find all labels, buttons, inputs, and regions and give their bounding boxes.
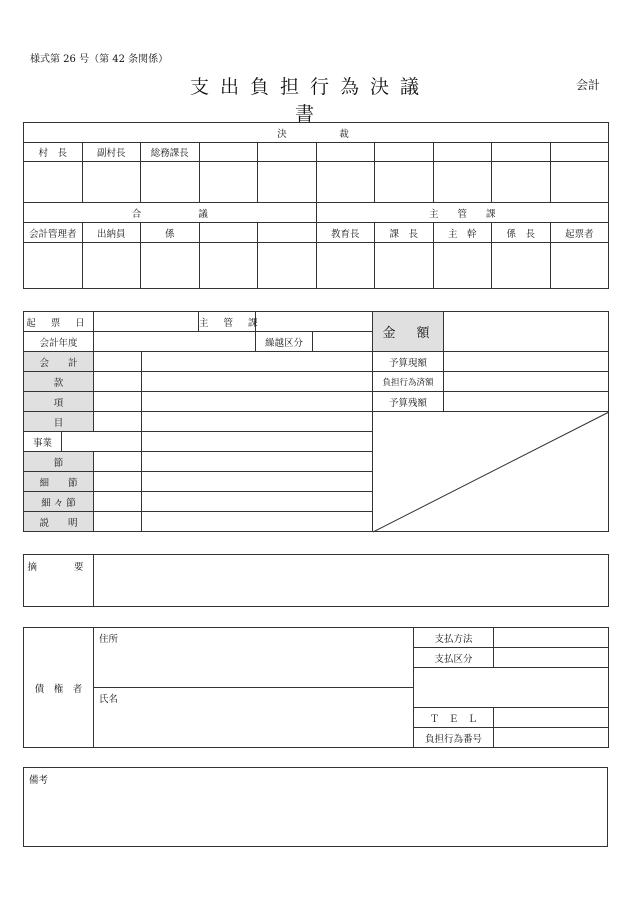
stamp-cell[interactable] [141,243,200,289]
role-blank [316,143,375,162]
stamp-cell[interactable] [550,162,609,203]
name-cell[interactable] [142,412,373,432]
stamp-cell[interactable] [24,243,83,289]
budget-current-value[interactable] [444,352,609,372]
carryover-value[interactable] [313,332,373,352]
summary-table [23,554,609,607]
role-drafter: 起票者 [550,223,609,243]
stamp-cell[interactable] [433,162,492,203]
summary-label: 摘 要 [24,555,94,607]
role-blank [492,143,551,162]
form-number: 様式第 26 号（第 42 条関係） [30,54,169,65]
budget-current-label: 予算現額 [373,352,444,372]
row-label-project: 事業 [24,432,62,452]
row-label-saisaisetsu: 細 々 節 [24,492,94,512]
stamp-cell[interactable] [375,162,434,203]
stamp-cell[interactable] [492,243,551,289]
role-blank [375,143,434,162]
role-village-head: 村 長 [24,143,83,162]
amount-label: 金 額 [373,312,444,352]
role-blank [258,143,317,162]
role-staff: 係 [141,223,200,243]
committed-amount-value[interactable] [444,372,609,392]
diagonal-void-line [373,412,609,532]
role-blank [199,143,258,162]
stamp-cell[interactable] [316,162,375,203]
name-cell[interactable] [142,512,373,532]
stamp-cell[interactable] [433,243,492,289]
approval-table [23,122,609,289]
managing-dept-label: 主 管 課 [199,312,256,332]
stamp-cell[interactable] [550,243,609,289]
name-cell[interactable] [142,452,373,472]
summary-field[interactable] [94,555,609,607]
code-cell[interactable] [94,412,142,432]
document-title: 支出負担行為決議書 [189,76,430,125]
role-general-affairs-chief: 総務課長 [141,143,200,162]
row-label-saisetsu: 細 節 [24,472,94,492]
role-blank [550,143,609,162]
row-label-setsu: 節 [24,452,94,472]
name-cell[interactable] [142,352,373,372]
stamp-cell[interactable] [82,162,141,203]
bank-info-field[interactable] [414,668,609,708]
role-blank [433,143,492,162]
void-cell [373,412,609,532]
role-blank [258,223,317,243]
draft-date-value[interactable] [94,312,199,332]
creditor-table [23,627,609,748]
creditor-address-label: 住所 [94,628,414,688]
form-type-label: 会計 [576,78,601,92]
role-accounting-manager: 会計管理者 [24,223,83,243]
committed-amount-label: 負担行為済額 [373,372,444,392]
carryover-label: 繰越区分 [256,332,313,352]
code-cell[interactable] [94,352,142,372]
name-cell[interactable] [142,392,373,412]
payment-method-value[interactable] [494,628,609,648]
stamp-cell[interactable] [24,162,83,203]
code-cell[interactable] [94,392,142,412]
remarks-table [23,767,608,847]
stamp-cell[interactable] [141,162,200,203]
payment-method-label: 支払方法 [414,628,494,648]
role-section-chief: 課 長 [375,223,434,243]
role-deputy-head: 副村長 [82,143,141,162]
role-blank [199,223,258,243]
payment-type-value[interactable] [494,648,609,668]
creditor-label: 債 権 者 [24,628,94,748]
stamp-cell[interactable] [258,162,317,203]
amount-table [372,311,609,532]
role-chief-officer: 主 幹 [433,223,492,243]
tel-label: Ｔ Ｅ Ｌ [414,708,494,728]
payment-type-label: 支払区分 [414,648,494,668]
amount-value[interactable] [444,312,609,352]
details-table [23,311,373,532]
creditor-name-label: 氏名 [94,688,414,748]
row-label-moku: 目 [24,412,94,432]
role-superintendent: 教育長 [316,223,375,243]
role-cashier: 出納員 [82,223,141,243]
budget-remaining-label: 予算残額 [373,392,444,412]
stamp-cell[interactable] [316,243,375,289]
stamp-cell[interactable] [258,243,317,289]
fiscal-year-value[interactable] [94,332,256,352]
role-subsection-chief: 係 長 [492,223,551,243]
name-cell[interactable] [142,372,373,392]
managing-dept-header: 主 管 課 [316,203,609,223]
stamp-cell[interactable] [375,243,434,289]
budget-remaining-value[interactable] [444,392,609,412]
consultation-header: 合 議 [24,203,317,223]
name-cell[interactable] [142,432,373,452]
code-cell[interactable] [62,432,142,452]
stamp-cell[interactable] [199,243,258,289]
row-label-kan: 款 [24,372,94,392]
remarks-label: 備考 [29,775,49,786]
commitment-number-value[interactable] [494,728,609,748]
managing-dept-value[interactable] [256,312,373,332]
row-label-kou: 項 [24,392,94,412]
row-label-account: 会 計 [24,352,94,372]
fiscal-year-label: 会計年度 [24,332,94,352]
row-label-description: 説 明 [24,512,94,532]
draft-date-label: 起 票 日 [24,312,94,332]
stamp-cell[interactable] [492,162,551,203]
remarks-field[interactable] [24,768,608,847]
name-cell[interactable] [142,472,373,492]
name-cell[interactable] [142,492,373,512]
code-cell[interactable] [94,472,142,492]
code-cell[interactable] [94,512,142,532]
code-cell[interactable] [94,492,142,512]
stamp-cell[interactable] [199,162,258,203]
commitment-number-label: 負担行為番号 [414,728,494,748]
decision-header: 決 裁 [24,123,609,143]
tel-value[interactable] [494,708,609,728]
code-cell[interactable] [94,372,142,392]
code-cell[interactable] [94,452,142,472]
stamp-cell[interactable] [82,243,141,289]
